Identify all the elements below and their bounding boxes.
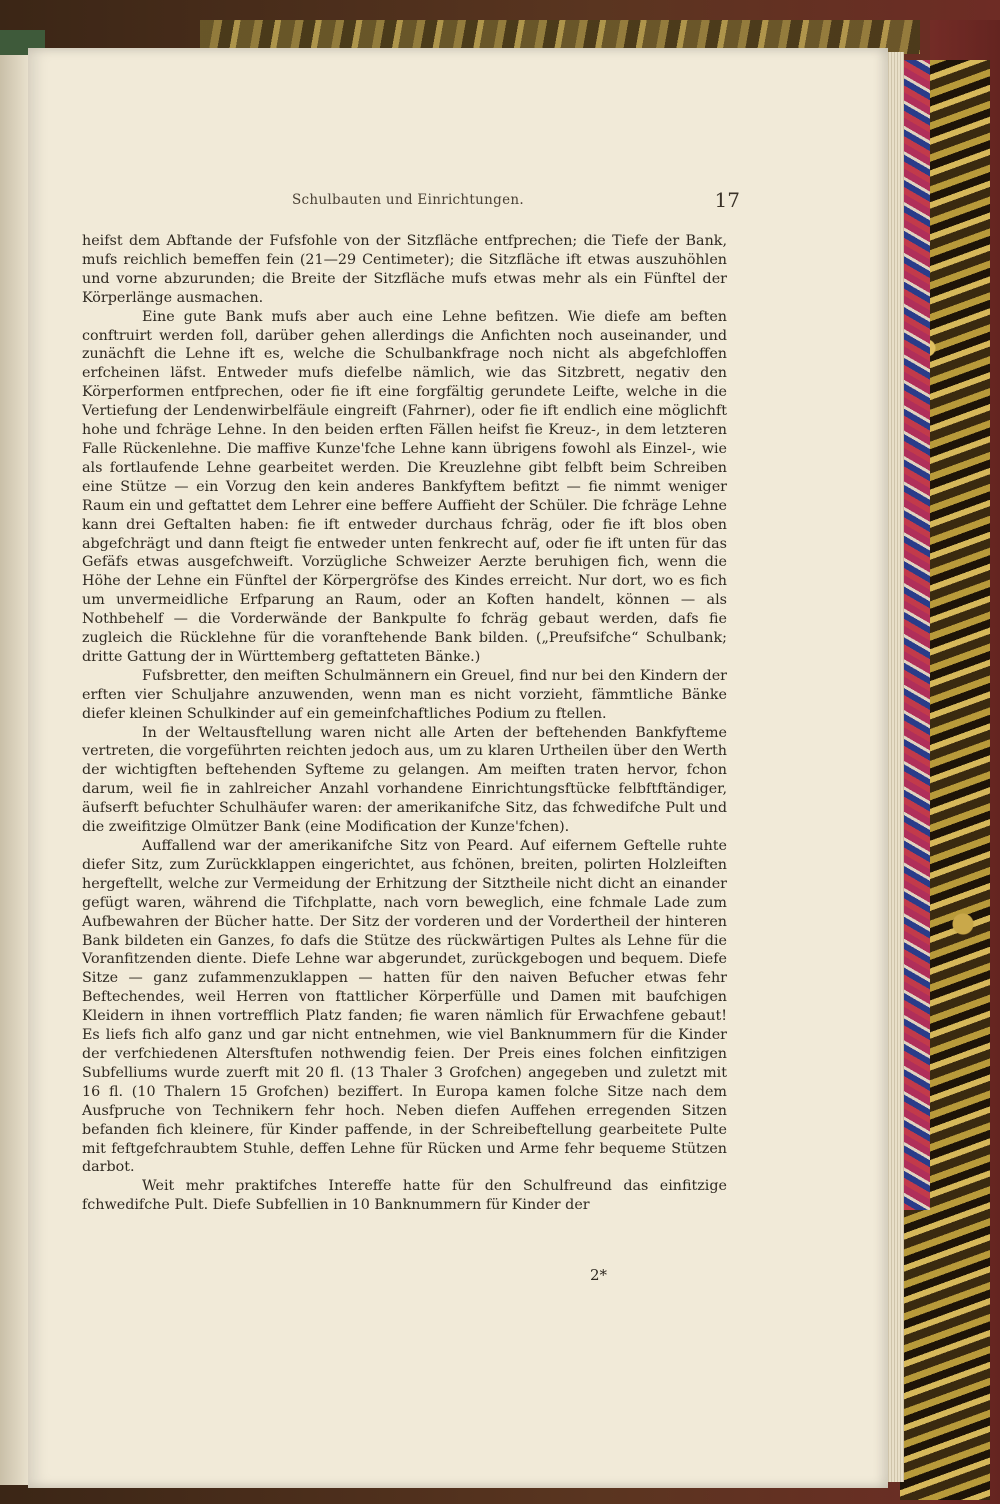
left-page-edge <box>0 55 28 1485</box>
page-number: 17 <box>714 188 740 212</box>
paragraph-5: Auffallend war der amerikanifche Sitz von Peard. Auf eifernem Geftelle ruhte diefer Sitz, zum Zurückklappen eingerichtet, aus fchönen, breiten, polirten Holzleiften hergeftellt, welche zur Vermeidung der Erhitzung der Sitztheile nicht dicht an einander gefügt waren, während die Tifchplatte, nach vorn beweglich, eine fchmale Lade zum Aufbewahren der Bücher hatte. Der Sitz der vorderen und der Vordertheil der hinteren Bank bildeten ein Ganzes, fo dafs die Stütze des rückwärtigen Pultes als Lehne für die Voranfitzenden diente. Diefe Lehne war abgerundet, zurückgebogen und bequem. Diefe Sitze — ganz zufammenzuklappen — hatten für den naiven Befucher etwas fehr Beftechendes, weil Herren von ftattlicher Körperfülle und Damen mit baufchigen Kleidern in ihnen vortrefflich Platz fanden; fie waren nämlich für Erwachfene gebaut! Es liefs fich alfo ganz und gar nicht entnehmen, wie viel Banknummern für die Kinder der verfchiedenen Altersftufen nothwendig feien. Der Preis eines folchen einfitzigen Subfelliums wurde zuerft mit 20 fl. (13 Thaler 3 Grofchen) angegeben und zuletzt mit 16 fl. (10 Thalern 15 Grofchen) beziffert. In Europa kamen folche Sitze nach dem Ausfpruche von Technikern fehr hoch. Neben diefen Auffehen erregenden Sitzen befanden fich kleinere, für Kinder paffende, in der Schreibeftellung gearbeitete Pulte mit feftgefchraubtem Stuhle, deffen Lehne für Rücken und Arme fehr bequeme Stützen darbot. <box>82 838 727 1176</box>
marbled-page-edge <box>904 60 930 1210</box>
signature-mark: 2* <box>590 1266 608 1284</box>
paragraph-4: In der Weltausftellung waren nicht alle Arten der beftehenden Bankfyfteme vertreten, die vorgeführten reichten jedoch aus, um zu klaren Urtheilen über den Werth der wichtigften beftehenden Syfteme zu gelangen. Am meiften traten hervor, fchon darum, weil fie in zahlreicher Anzahl vorhandene Einrichtungsftücke felbftftändiger, äufserft befuchter Schulhäufer waren: der amerikanifche Sitz, das fchwedifche Pult und die zweifitzige Olmützer Bank (eine Modification der Kunze'fchen). <box>82 724 727 836</box>
paragraph-1: heifst dem Abftande der Fufsfohle von der Sitzfläche entfprechen; die Tiefe der Bank, mufs reichlich bemeffen fein (21—29 Centimeter); die Sitzfläche ift etwas auszuhöhlen und vorne abzurunden; die Breite der Sitzfläche mufs etwas mehr als ein Fünftel der Körperlänge ausmachen. <box>82 233 727 306</box>
paragraph-3: Fufsbretter, den meiften Schulmännern ein Greuel, find nur bei den Kindern der erften vier Schuljahre anzuwenden, wenn man es nicht vorzieht, fämmtliche Bänke diefer kleinen Schulkinder auf ein gemeinfchaftliches Podium zu ftellen. <box>82 667 727 722</box>
body-text <box>82 232 727 1215</box>
running-header: Schulbauten und Einrichtungen. <box>292 192 524 208</box>
paragraph-2: Eine gute Bank mufs aber auch eine Lehne befitzen. Wie diefe am beften conftruirt werden foll, darüber gehen allerdings die Anfichten noch auseinander, und zunächft die Lehne ift es, welche die Schulbankfrage noch nicht als abgefchloffen erfcheinen läfst. Entweder mufs diefelbe nämlich, wie das Sitzbrett, negativ den Körperformen entfprechen, oder fie ift eine forgfältig gerundete Leifte, welche in die Vertiefung der Lendenwirbelfäule eingreift (Fahrner), oder fie ift endlich eine möglichft hohe und fchräge Lehne. In den beiden erften Fällen heifst fie Kreuz-, in dem letzteren Falle Rückenlehne. Die maffive Kunze'fche Lehne kann übrigens fowohl als Einzel-, wie als fortlaufende Lehne gearbeitet werden. Die Kreuzlehne gibt felbft beim Schreiben eine Stütze — ein Vorzug den kein anderes Bankfyftem befitzt — fie nimmt weniger Raum ein und geftattet dem Lehrer eine beffere Auffieht der Schüler. Die fchräge Lehne kann drei Geftalten haben: fie ift entweder durchaus fchräg, oder fie ift blos oben abgefchrägt und dann fteigt fie entweder unten fenkrecht auf, oder fie ift unten für das Gefäfs etwas ausgefchweift. Vorzügliche Schweizer Aerzte beruhigen fich, wenn die Höhe der Lehne ein Fünftel der Körpergröfse des Kindes erreicht. Nur dort, wo es fich um unvermeidliche Erfparung an Raum, oder an Koften handelt, können — als Nothbehelf — die Vorderwände der Bankpulte fo fchräg gebaut werden, dafs fie zugleich die Rücklehne für die voranftehende Bank bilden. („Preufsifche“ Schulbank; dritte Gattung der in Württemberg geftatteten Bänke.) <box>82 308 727 665</box>
paragraph-6: Weit mehr praktifches Intereffe hatte für den Schulfreund das einfitzige fchwedifche Pult. Diefe Subfellien in 10 Banknummern für Kinder der <box>82 1178 727 1214</box>
